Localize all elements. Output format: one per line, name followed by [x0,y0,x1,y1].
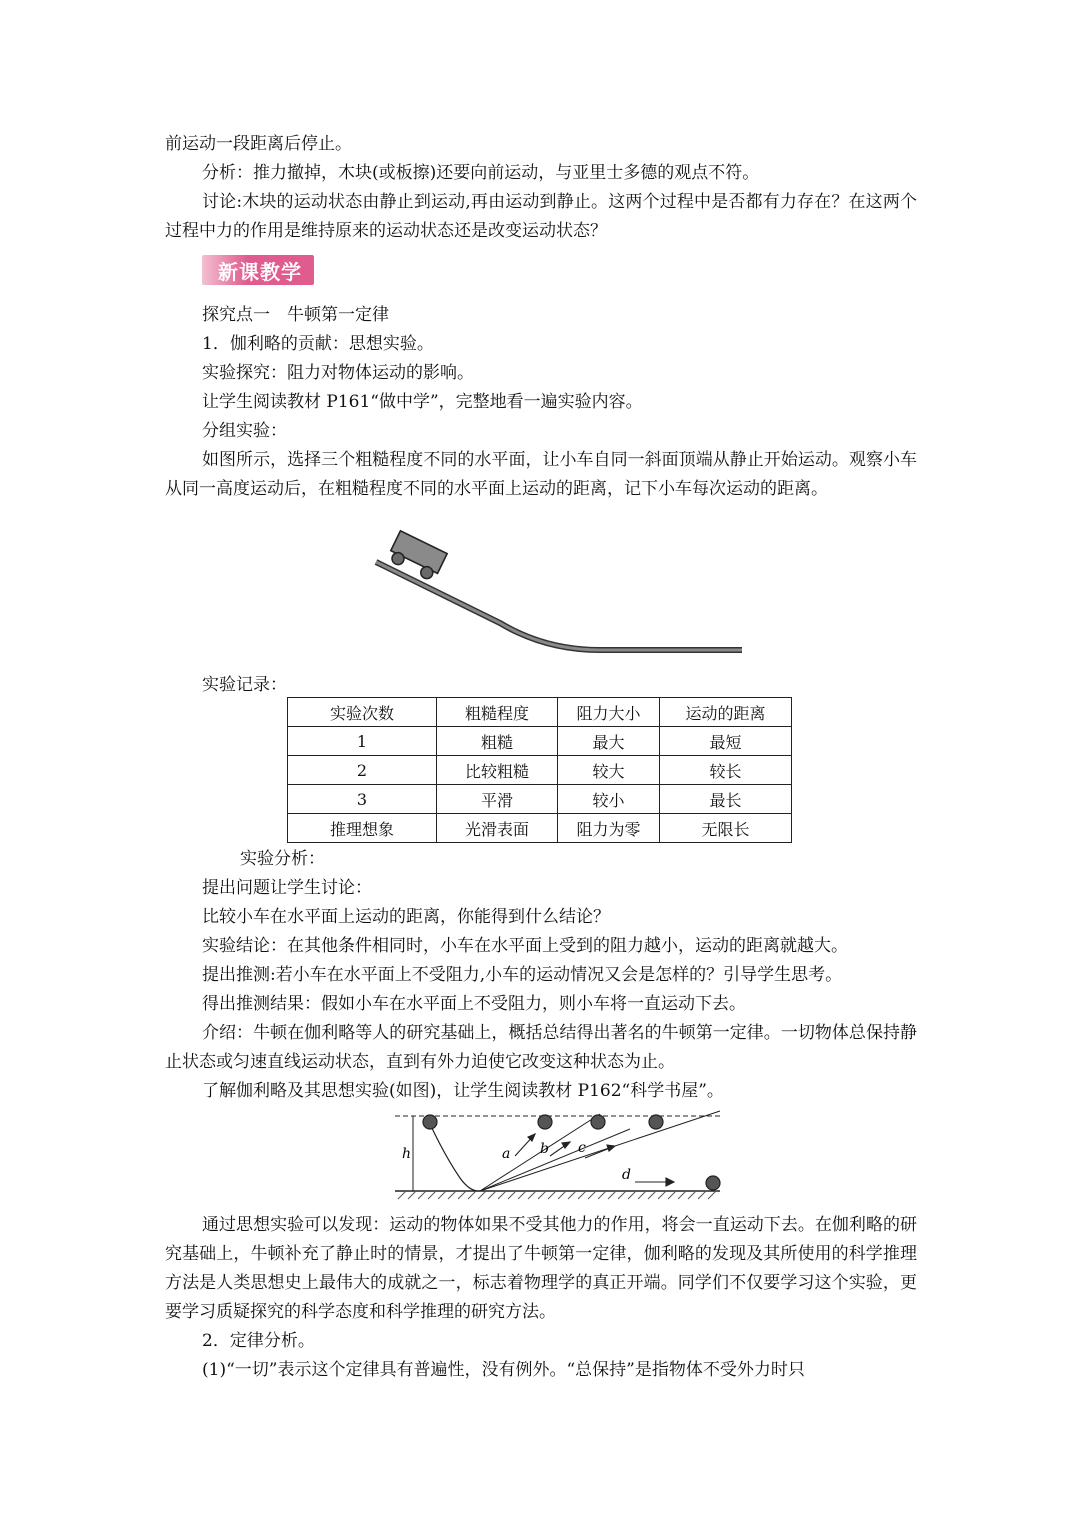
table-cell: 推理想象 [288,814,437,843]
intro-analysis: 分析：推力撤掉，木块(或板擦)还要向前运动，与亚里士多德的观点不符。 [202,163,760,183]
record-label: 实验记录： [202,675,287,695]
setup-paragraph: 如图所示，选择三个粗糙程度不同的水平面，让小车自同一斜面顶端从静止开始运动。观察小车从同一高度运动后，在粗糙程度不同的水平面上运动的距离，记下小车每次运动的距离。 [165,450,917,499]
item-1: 1．伽利略的贡献：思想实验。 [202,334,434,354]
table-cell: 较长 [660,756,792,785]
hypothesis-text: 提出推测:若小车在水平面上不受阻力,小车的运动情况又会是怎样的？引导学生思考。 [202,965,843,985]
result-text: 得出推测结果：假如小车在水平面上不受阻力，则小车将一直运动下去。 [202,994,746,1014]
label-h: h [402,1146,412,1162]
question-text: 比较小车在水平面上运动的距离，你能得到什么结论？ [202,907,610,927]
intro-discussion: 讨论:木块的运动状态由静止到运动,再由运动到静止。这两个过程中是否都有力存在？在这两个过程中力的作用是维持原来的运动状态还是改变运动状态？ [165,192,917,241]
banner-title: 新课教学 [218,260,302,284]
discovery-paragraph: 通过思想实验可以发现：运动的物体如果不受其他力的作用，将会一直运动下去。在伽利略的研究基础上，牛顿补充了静止时的情景，才提出了牛顿第一定律，伽利略的发现及其所使用的科学推理方法是人类思想史上最伟大的成就之一，标志着物理学的真正开端。同学们不仅要学习这个实验，更要学习质疑探究的科学态度和科学推理的研究方法。 [165,1215,917,1322]
table-cell: 2 [288,756,437,785]
table-cell: 比较粗糙 [437,756,558,785]
law-intro-paragraph: 介绍：牛顿在伽利略等人的研究基础上，概括总结得出著名的牛顿第一定律。一切物体总保持静止状态或匀速直线运动状态，直到有外力迫使它改变这种状态为止。 [165,1023,917,1072]
item-2: 2．定律分析。 [202,1331,315,1351]
label-d: d [622,1167,631,1183]
table-row [288,727,792,756]
ground-hatch [398,1191,716,1199]
table-cell: 平滑 [437,785,558,814]
section-banner [202,255,314,285]
label-c: c [578,1140,586,1156]
label-b: b [540,1141,549,1157]
table-row [288,814,792,843]
point-1: (1)“一切”表示这个定律具有普遍性，没有例外。“总保持”是指物体不受外力时只 [202,1360,805,1380]
group-text: 分组实验： [202,421,287,441]
table-cell: 光滑表面 [437,814,558,843]
table-cell: 最短 [660,727,792,756]
galileo-figure [390,1106,730,1202]
ask-text: 提出问题让学生讨论： [202,878,372,898]
experiment-table [287,697,792,843]
table-row [288,785,792,814]
table-header: 粗糙程度 [437,698,558,727]
table-header: 实验次数 [288,698,437,727]
table-cell: 3 [288,785,437,814]
label-a: a [502,1146,511,1162]
table-header-row [288,698,792,727]
ramp-figure [360,528,760,663]
table-header: 运动的距离 [660,698,792,727]
read-text: 让学生阅读教材 P161“做中学”，完整地看一遍实验内容。 [202,392,643,412]
table-cell: 最长 [660,785,792,814]
explore-text: 实验探究：阻力对物体运动的影响。 [202,363,474,383]
analysis-label: 实验分析： [240,849,325,869]
table-row [288,756,792,785]
table-header: 阻力大小 [558,698,660,727]
table-cell: 阻力为零 [558,814,660,843]
arrow-icon [515,1134,674,1186]
section-heading: 探究点一 牛顿第一定律 [202,305,389,325]
table-cell: 最大 [558,727,660,756]
conclusion-text: 实验结论：在其他条件相同时，小车在水平面上受到的阻力越小，运动的距离就越大。 [202,936,848,956]
table-cell: 粗糙 [437,727,558,756]
intro-line: 前运动一段距离后停止。 [165,134,352,154]
table-cell: 1 [288,727,437,756]
left-slope [430,1124,480,1191]
table-cell: 无限长 [660,814,792,843]
galileo-text: 了解伽利略及其思想实验(如图)，让学生阅读教材 P162“科学书屋”。 [202,1081,724,1101]
table-cell: 较大 [558,756,660,785]
table-cell: 较小 [558,785,660,814]
